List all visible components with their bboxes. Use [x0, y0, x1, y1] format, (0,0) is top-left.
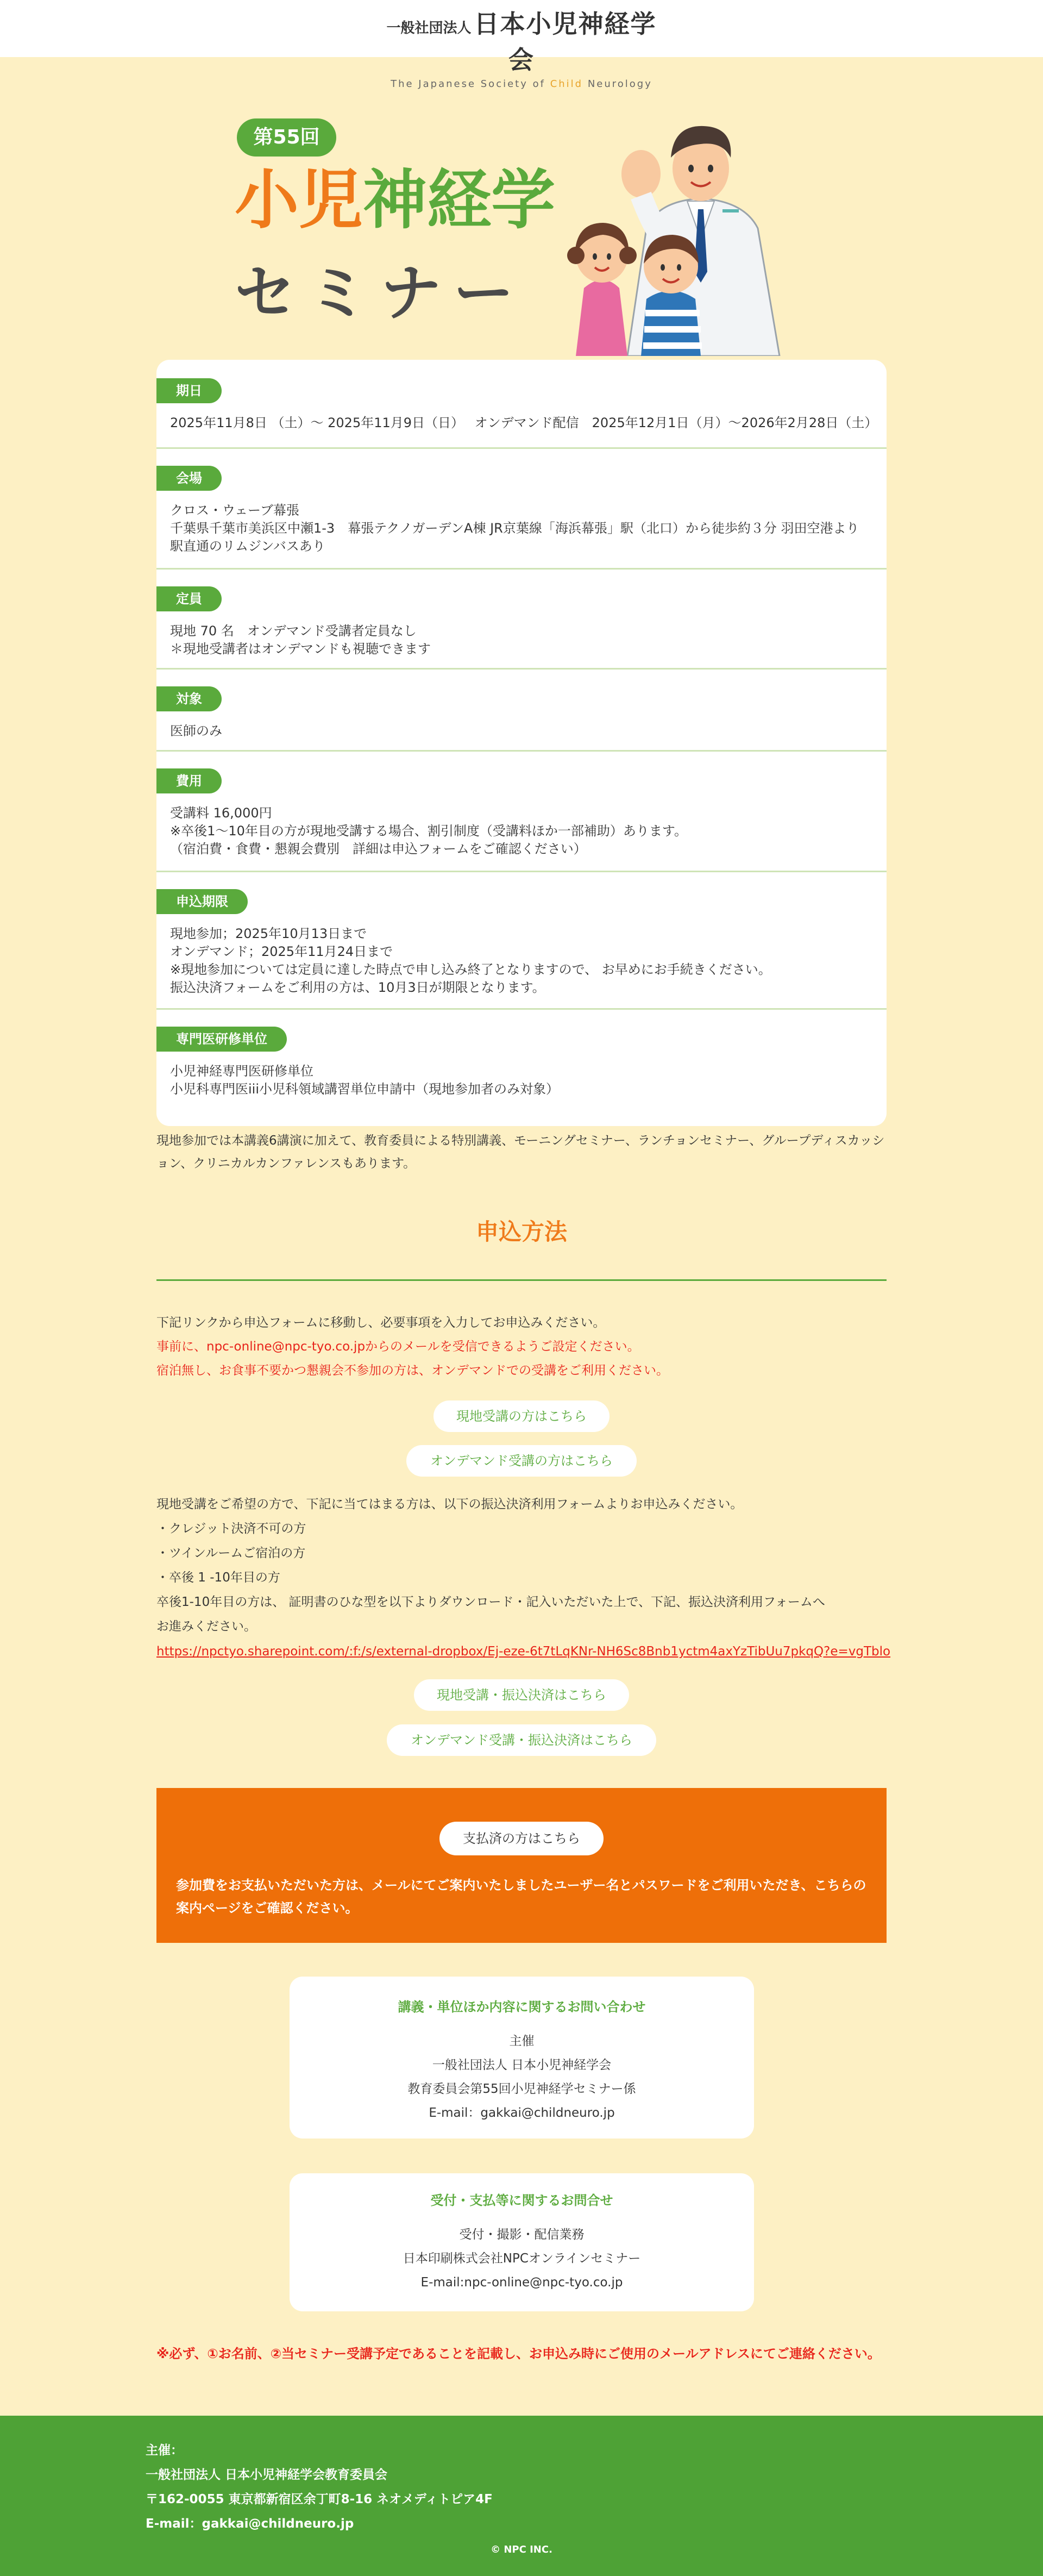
logo-org-name: 日本小児神経学会 [474, 9, 657, 74]
footer-email[interactable]: E-mail：gakkai@childneuro.jp [146, 2517, 354, 2531]
info-label-deadline: 申込期限 [156, 889, 248, 914]
footer-copyright: © NPC INC. [491, 2544, 552, 2555]
logo-english-name: The Japanese Society of Child Neurology [391, 78, 652, 90]
apply-intro: 下記リンクから申込フォームに移動し、必要事項を入力してお申込みください。 [156, 1316, 606, 1330]
transfer-condition-resident: ・卒後 1 -10年目の方 [156, 1571, 280, 1585]
content-inquiry-line: 主催 [509, 2034, 535, 2048]
edition-badge: 第55回 [237, 118, 336, 157]
resident-instructions-cont: お進みください。 [156, 1620, 256, 1634]
paid-users-box [156, 1788, 887, 1943]
reception-inquiry-email[interactable]: E-mail:npc-online@npc-tyo.co.jp [420, 2275, 623, 2290]
reception-inquiry-box [290, 2173, 754, 2311]
onsite-apply-button[interactable]: 現地受講の方はこちら [433, 1400, 610, 1432]
apply-warning-email: 事前に、npc-online@npc-tyo.co.jpからのメールを受信できるようご設定ください。 [156, 1340, 640, 1354]
info-label-date: 期日 [156, 378, 222, 403]
reception-inquiry-line: 日本印刷株式会社NPCオンラインセミナー [403, 2252, 641, 2266]
info-label-target: 対象 [156, 686, 222, 711]
transfer-intro: 現地受講をご希望の方で、下記に当てはまる方は、以下の振込決済利用フォームよりお申込みください。 [156, 1497, 743, 1511]
certificate-template-link[interactable]: https://npctyo.sharepoint.com/:f:/s/external-dropbox/Ej-eze-6t7tLqKNr-NH6Sc8Bnb1yctm4axYzTibUu7pkqQ?e=vgTblo [156, 1645, 891, 1659]
paid-users-text: 参加費をお支払いただいた方は、メールにてご案内いたしましたユーザー名とパスワードをご利用いただき、こちらの案内ページをご確認ください。 [176, 1878, 866, 1916]
footer-organizer-label: 主催： [146, 2443, 183, 2458]
hero-subtitle: セミナー [235, 258, 526, 329]
ondemand-transfer-button[interactable]: オンデマンド受講・振込決済はこちら [387, 1724, 656, 1756]
info-body-date: 2025年11月8日 （土）〜 2025年11月9日（日） オンデマンド配信 2025年12月1日（月）〜2026年2月28日（土） [170, 415, 878, 430]
footer [0, 2416, 1043, 2576]
transfer-condition-twin: ・ツインルームご宿泊の方 [156, 1546, 306, 1560]
apply-divider [156, 1279, 887, 1281]
ondemand-apply-button[interactable]: オンデマンド受講の方はこちら [406, 1445, 637, 1477]
info-section-credits [156, 1008, 887, 1126]
footer-address: 〒162-0055 東京都新宿区余丁町8-16 ネオメディトピア4F [146, 2492, 493, 2506]
reception-inquiry-line: 受付・撮影・配信業務 [459, 2228, 585, 2242]
doctor-and-children-illustration [565, 92, 793, 356]
info-section-fee [156, 750, 887, 872]
info-body-deadline: 現地参加；2025年10月13日まで オンデマンド；2025年11月24日まで ※現地参加については定員に達した時点で申し込み終了となりますので、 お早めにお手続きください。 振込決済フォームをご利用の方は、10月3日が期限となります。 [170, 926, 771, 995]
info-section-deadline [156, 871, 887, 1010]
content-inquiry-line: 教育委員会第55回小児神経学セミナー係 [407, 2082, 636, 2096]
hero-title: 小児神経学 [235, 162, 556, 237]
onsite-program-note: 現地参加では本講義6講演に加えて、教育委員による特別講義、モーニングセミナー、ランチョンセミナー、グループディスカッション、クリニカルカンファレンスもあります。 [156, 1134, 885, 1171]
info-label-capacity: 定員 [156, 586, 222, 611]
info-label-credits: 専門医研修単位 [156, 1027, 287, 1052]
content-inquiry-line: 一般社団法人 日本小児神経学会 [432, 2058, 612, 2072]
info-body-fee: 受講料 16,000円 ※卒後1〜10年目の方が現地受講する場合、割引制度（受講料ほか一部補助）あります。 （宿泊費・食費・懇親会費別 詳細は申込フォームをご確認ください） [170, 805, 687, 856]
content-inquiry-box [290, 1977, 754, 2139]
transfer-condition-credit: ・クレジット決済不可の方 [156, 1522, 306, 1536]
info-section-date [156, 360, 887, 449]
paid-users-button[interactable]: 支払済の方はこちら [439, 1822, 604, 1855]
content-inquiry-email[interactable]: E-mail：gakkai@childneuro.jp [429, 2106, 615, 2120]
info-body-credits: 小児神経専門医研修単位 小児科専門医iii小児科領域講習単位申請中（現地参加者のみ対象） [170, 1064, 560, 1097]
info-body-venue: クロス・ウェーブ幕張 千葉県千葉市美浜区中瀬1-3 幕張テクノガーデンA棟 JR京葉線「海浜幕張」駅（北口）から徒歩約３分 羽田空港より駅直通のリムジンバスあり [170, 503, 859, 554]
reception-inquiry-title: 受付・支払等に関するお問合せ [430, 2193, 613, 2208]
info-label-venue: 会場 [156, 466, 222, 491]
top-bar [0, 0, 1043, 90]
info-section-capacity [156, 568, 887, 670]
content-inquiry-title: 講義・単位ほか内容に関するお問い合わせ [398, 1999, 646, 2015]
apply-heading: 申込方法 [475, 1218, 567, 1245]
apply-warning-ondemand: 宿泊無し、お食事不要かつ懇親会不参加の方は、オンデマンドでの受講をご利用ください。 [156, 1364, 669, 1378]
footer-organizer-name: 一般社団法人 日本小児神経学会教育委員会 [146, 2468, 388, 2482]
resident-instructions: 卒後1-10年目の方は、 証明書のひな型を以下よりダウンロード・記入いただいた上で、下記、振込決済利用フォームへ [156, 1595, 825, 1609]
info-label-fee: 費用 [156, 768, 222, 793]
info-section-venue [156, 447, 887, 570]
logo-org-prefix: 一般社団法人 [386, 20, 472, 36]
society-logo[interactable] [380, 4, 663, 90]
info-body-target: 医師のみ [170, 723, 222, 739]
onsite-transfer-button[interactable]: 現地受講・振込決済はこちら [414, 1679, 629, 1711]
info-section-target [156, 668, 887, 752]
event-info-card [156, 360, 887, 1126]
info-body-capacity: 現地 70 名 オンデマンド受講者定員なし ＊現地受講者はオンデマンドも視聴できます [170, 623, 431, 656]
contact-requirements-note: ※必ず、①お名前、②当セミナー受講予定であることを記載し、お申込み時にご使用のメールアドレスにてご連絡ください。 [156, 2346, 881, 2361]
